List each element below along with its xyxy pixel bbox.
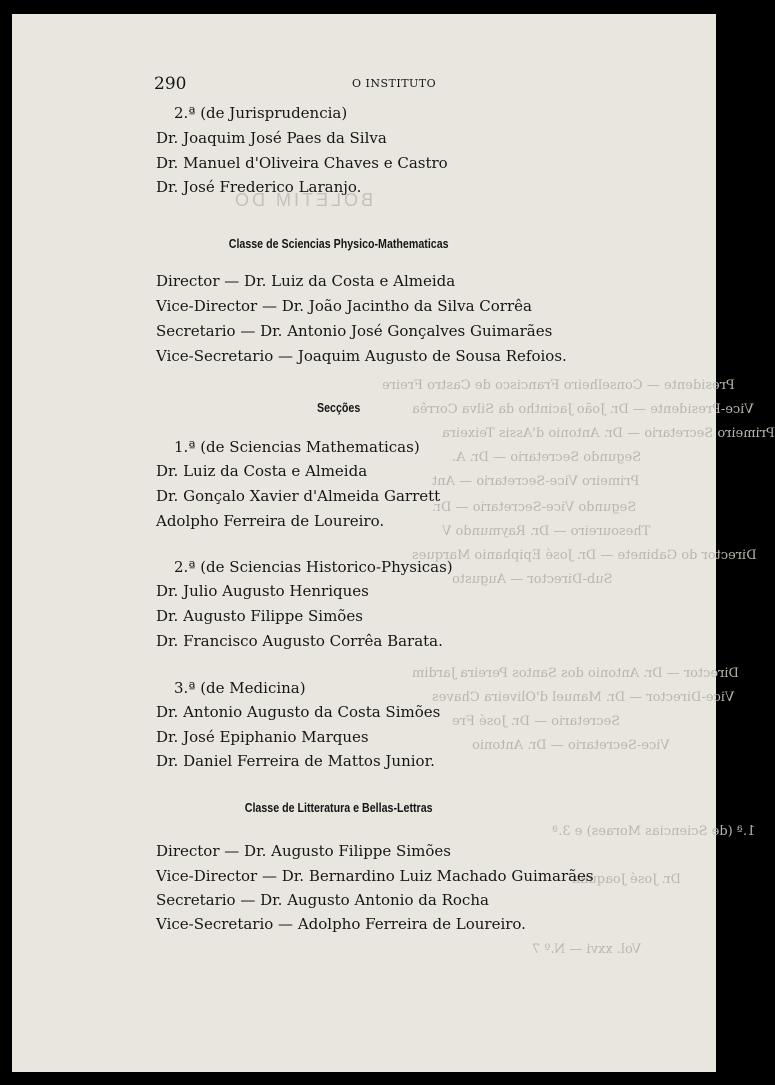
officer-line: Vice-Director — Dr. Bernardino Luiz Machado Guimarães bbox=[156, 867, 594, 885]
show-through-decoration: Vice-Director — Dr. Manuel d'Oliveira Chaves bbox=[432, 690, 735, 705]
show-through-decoration: Sub-Director — Augusto bbox=[452, 572, 613, 587]
officer-line: Vice-Director — Dr. João Jacintho da Silva Corrêa bbox=[156, 297, 532, 315]
officer-line: Secretario — Dr. Antonio José Gonçalves Guimarães bbox=[156, 322, 553, 340]
list-item: Dr. Julio Augusto Henriques bbox=[156, 582, 369, 600]
list-item: Dr. José Epiphanio Marques bbox=[156, 728, 369, 746]
show-through-decoration: Dr. José Joaquim bbox=[572, 872, 681, 887]
show-through-decoration: Vice-Secretario — Dr. Antonio bbox=[472, 738, 670, 753]
section-title-medicina: 3.ª (de Medicina) bbox=[174, 679, 306, 697]
show-through-decoration: 1.ª (de Sciencias Moraes) e 3.ª bbox=[552, 824, 756, 839]
class-heading-litteratura: Classe de Litteratura e Bellas-Lettras bbox=[244, 800, 433, 815]
seccoes-heading: Secções bbox=[317, 400, 361, 415]
list-item: Dr. Augusto Filippe Simões bbox=[156, 607, 363, 625]
page-header bbox=[154, 74, 574, 98]
document-page bbox=[12, 14, 775, 1072]
show-through-decoration: Thesoureiro — Dr. Raymundo V bbox=[442, 524, 651, 539]
show-through-decoration: Secretario — Dr. José Fre bbox=[452, 714, 621, 729]
show-through-decoration: Primeiro Secretario — Dr. Antonio d'Assis Teixeira bbox=[442, 426, 775, 441]
class-heading-physico: Classe de Sciencias Physico-Mathematicas bbox=[228, 236, 449, 251]
show-through-decoration: Director — Dr. Antonio dos Santos Pereira Jardim bbox=[412, 666, 739, 681]
officer-line: Vice-Secretario — Adolpho Ferreira de Loureiro. bbox=[156, 915, 526, 933]
list-item: Dr. José Frederico Laranjo. bbox=[156, 178, 362, 196]
list-item: Dr. Luiz da Costa e Almeida bbox=[156, 462, 368, 480]
list-item: Adolpho Ferreira de Loureiro. bbox=[156, 512, 385, 530]
officer-line: Director — Dr. Luiz da Costa e Almeida bbox=[156, 272, 456, 290]
list-item: Dr. Manuel d'Oliveira Chaves e Castro bbox=[156, 154, 448, 172]
officer-line: Director — Dr. Augusto Filippe Simões bbox=[156, 842, 451, 860]
show-through-decoration: BOLETIM DO bbox=[232, 190, 374, 210]
show-through-decoration: Segundo Secretario — Dr. A. bbox=[452, 450, 642, 465]
show-through-decoration: Vice-Presidente — Dr. João Jacintho da Silva Corrêa bbox=[412, 402, 754, 417]
running-title: O INSTITUTO bbox=[352, 77, 437, 90]
show-through-decoration: Vol. xxvi — N.º 7 bbox=[532, 942, 642, 957]
officer-line: Vice-Secretario — Joaquim Augusto de Sousa Refoios. bbox=[156, 347, 567, 365]
list-item: Dr. Daniel Ferreira de Mattos Junior. bbox=[156, 752, 435, 770]
show-through-decoration: Primeiro Vice-Secretario — Ant bbox=[432, 474, 640, 489]
section-title-mathematicas: 1.ª (de Sciencias Mathematicas) bbox=[174, 438, 420, 456]
list-item: Dr. Francisco Augusto Corrêa Barata. bbox=[156, 632, 443, 650]
list-item: Dr. Joaquim José Paes da Silva bbox=[156, 129, 387, 147]
page-number: 290 bbox=[154, 74, 187, 94]
officer-line: Secretario — Dr. Augusto Antonio da Rocha bbox=[156, 891, 489, 909]
show-through-decoration: Director do Gabinete — Dr. José Epiphanio Marques bbox=[412, 548, 757, 563]
list-item: Dr. Antonio Augusto da Costa Simões bbox=[156, 703, 441, 721]
show-through-decoration: Presidente — Conselheiro Francisco de Castro Freire bbox=[382, 378, 735, 393]
show-through-decoration: Segundo Vice-Secretario — Dr. bbox=[432, 500, 637, 515]
section-title-historico: 2.ª (de Sciencias Historico-Physicas) bbox=[174, 558, 453, 576]
list-item: Dr. Gonçalo Xavier d'Almeida Garrett bbox=[156, 487, 441, 505]
section-title-jurisprudencia: 2.ª (de Jurisprudencia) bbox=[174, 104, 348, 122]
